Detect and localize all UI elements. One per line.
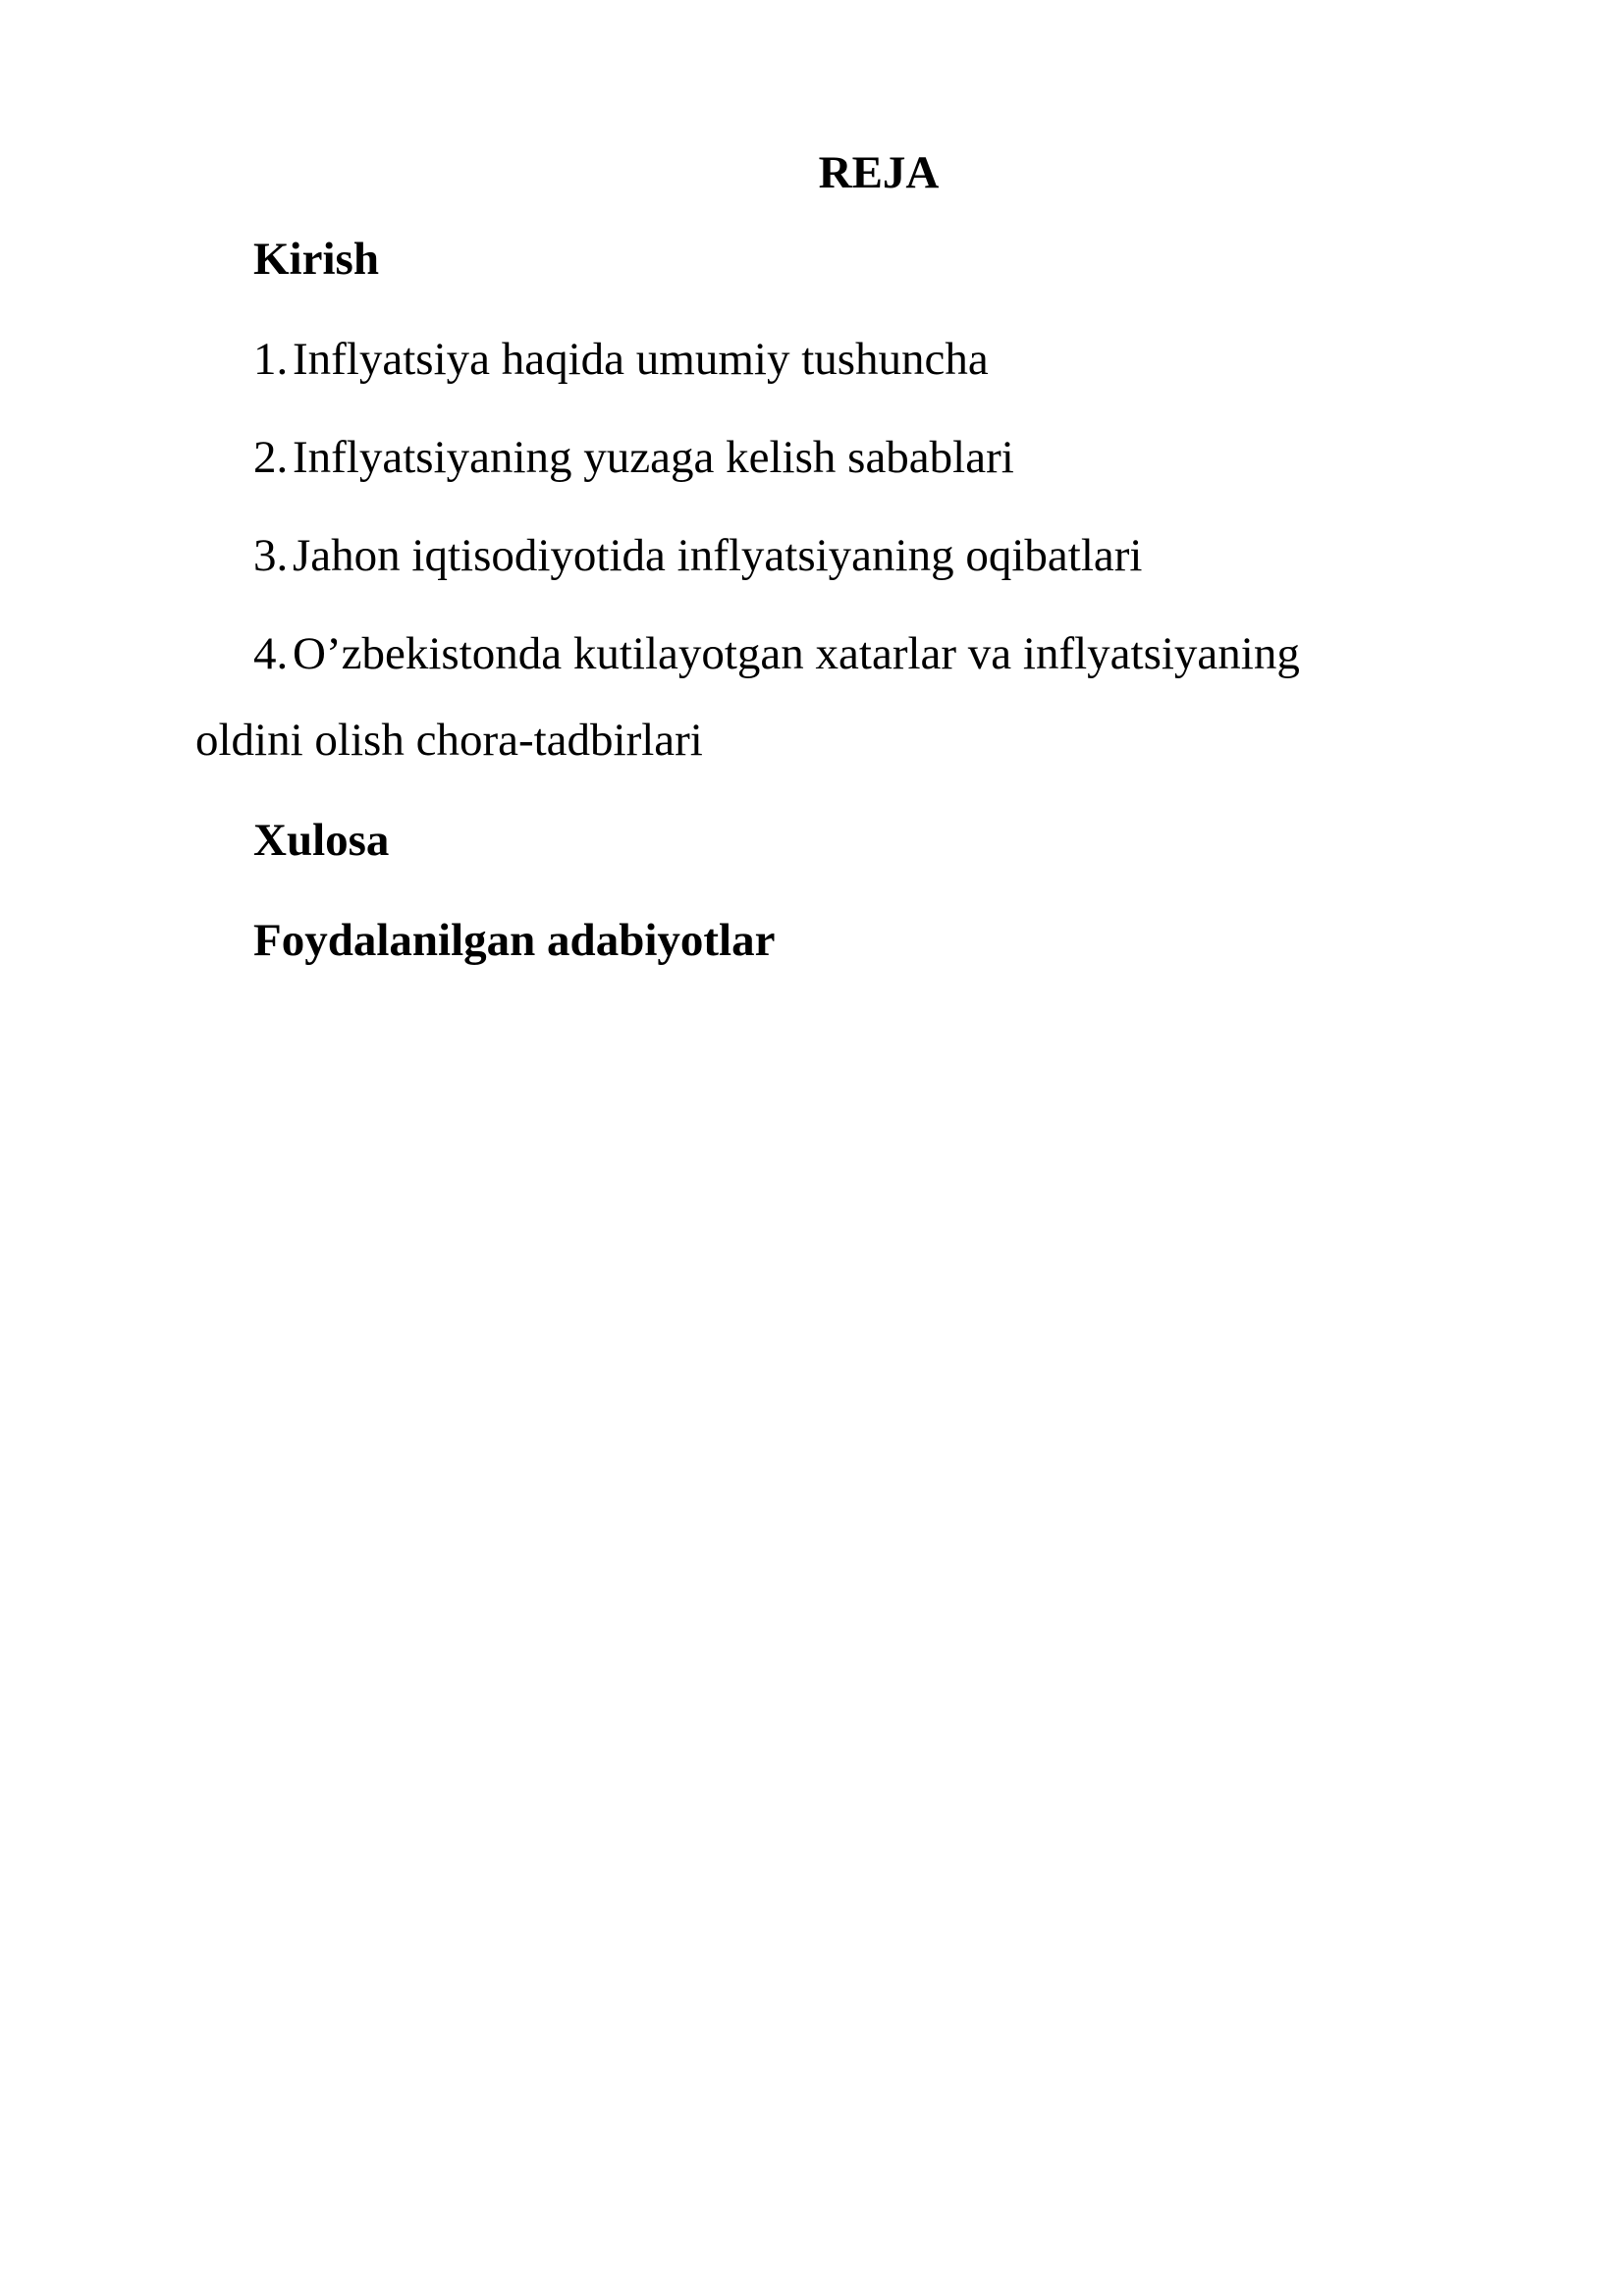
plan-item-4-continuation: oldini olish chora-tadbirlari bbox=[195, 715, 703, 766]
plan-item-4 bbox=[253, 626, 1300, 681]
conclusion-heading: Xulosa bbox=[253, 815, 390, 866]
plan-item-1 bbox=[253, 332, 989, 387]
plan-item-number: 4. bbox=[253, 628, 289, 679]
plan-item-text: Inflyatsiyaning yuzaga kelish sabablari bbox=[293, 432, 1014, 483]
plan-item-number: 1. bbox=[253, 334, 289, 385]
intro-heading: Kirish bbox=[253, 234, 379, 285]
page-title: REJA bbox=[818, 147, 940, 198]
plan-item-text: Inflyatsiya haqida umumiy tushuncha bbox=[293, 334, 989, 385]
plan-item-text: O’zbekistonda kutilayotgan xatarlar va inflyatsiyaning bbox=[293, 628, 1300, 679]
plan-item-number: 3. bbox=[253, 530, 289, 581]
references-heading: Foydalanilgan adabiyotlar bbox=[253, 915, 776, 966]
plan-item-text: Jahon iqtisodiyotida inflyatsiyaning oqibatlari bbox=[293, 530, 1143, 581]
plan-item-2 bbox=[253, 430, 1014, 485]
plan-item-number: 2. bbox=[253, 432, 289, 483]
plan-item-3 bbox=[253, 528, 1142, 583]
